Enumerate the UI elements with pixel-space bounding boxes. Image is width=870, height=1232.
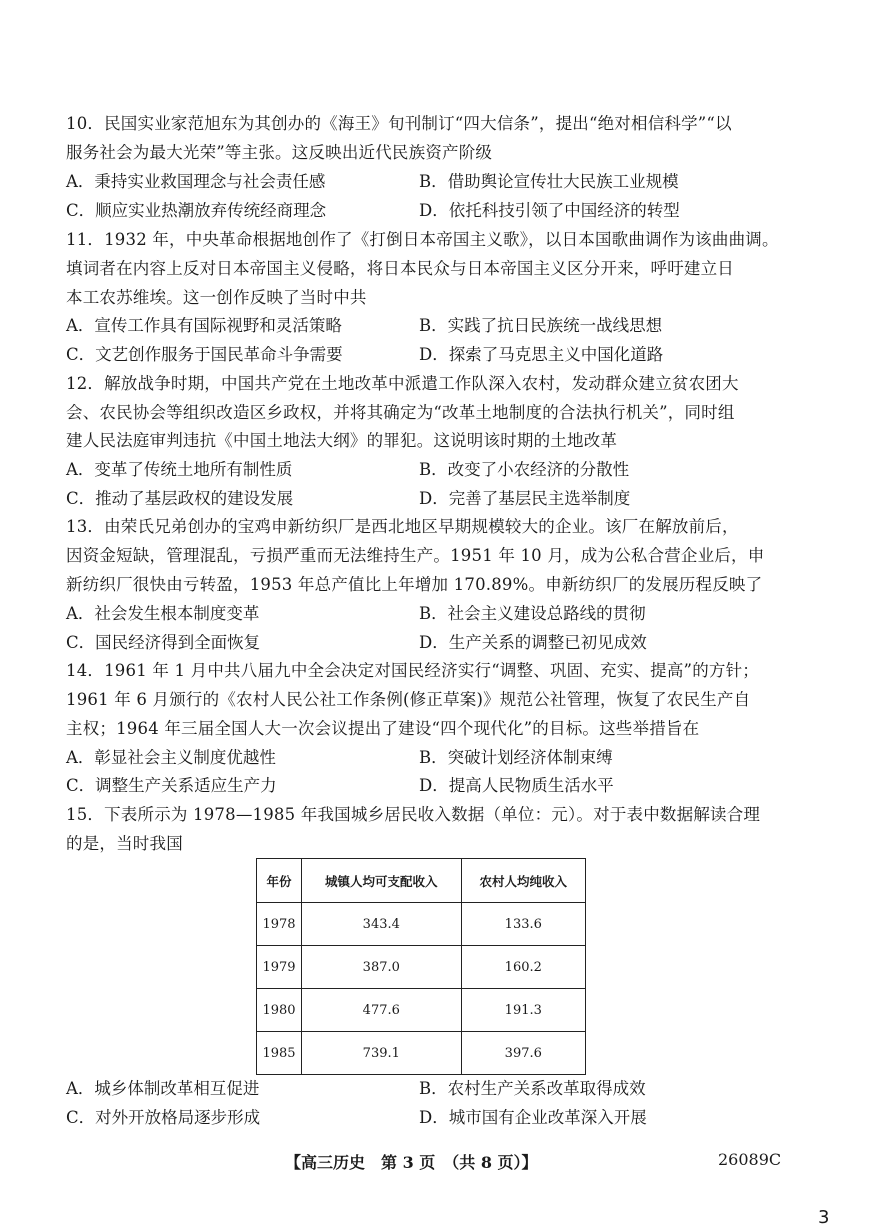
table-cell-rural: 160.2 (461, 946, 585, 989)
table-header-urban: 城镇人均可支配收入 (302, 859, 462, 903)
table-cell-urban: 343.4 (302, 903, 462, 946)
table-header-row (257, 859, 586, 903)
question-13-option-b: B．社会主义建设总路线的贯彻 (419, 604, 646, 623)
question-11-option-d: D．探索了马克思主义中国化道路 (419, 345, 664, 364)
table-cell-urban: 477.6 (302, 989, 462, 1032)
question-11-option-a: A．宣传工作具有国际视野和灵活策略 (66, 316, 342, 335)
table-cell-urban: 387.0 (302, 946, 462, 989)
question-13-line-3: 新纺织厂很快由亏转盈，1953 年总产值比上年增加 170.89%。申新纺织厂的发展历程反映了 (66, 575, 763, 594)
question-10-option-c: C．顺应实业热潮放弃传统经商理念 (66, 201, 327, 220)
question-15-option-d: D．城市国有企业改革深入开展 (419, 1108, 647, 1127)
question-14-option-b: B．突破计划经济体制束缚 (419, 748, 613, 767)
question-12-option-d: D．完善了基层民主选举制度 (419, 489, 631, 508)
page-footer-label: 【高三历史 第 3 页 （共 8 页）】 (285, 1153, 538, 1172)
question-15-line-2: 的是，当时我国 (66, 834, 183, 853)
table-cell-year: 1980 (257, 989, 302, 1032)
question-15-option-a: A．城乡体制改革相互促进 (66, 1079, 260, 1098)
table-header-rural: 农村人均纯收入 (461, 859, 585, 903)
question-12-line-1: 12．解放战争时期，中国共产党在土地改革中派遣工作队深入农村，发动群众建立贫农团大 (66, 374, 739, 393)
question-11-line-3: 本工农苏维埃。这一创作反映了当时中共 (66, 288, 367, 307)
question-14-option-a: A．彰显社会主义制度优越性 (66, 748, 276, 767)
question-12-line-3: 建人民法庭审判违抗《中国土地法大纲》的罪犯。这说明该时期的土地改革 (66, 431, 618, 450)
question-10-option-b: B．借助舆论宣传壮大民族工业规模 (419, 172, 679, 191)
question-14-option-c: C．调整生产关系适应生产力 (66, 776, 277, 795)
question-15-line-1: 15．下表所示为 1978—1985 年我国城乡居民收入数据（单位：元）。对于表中数据解读合理 (66, 805, 761, 824)
question-11-line-1: 11．1932 年，中央革命根据地创作了《打倒日本帝国主义歌》，以日本国歌曲调作为该曲曲调。 (66, 230, 779, 249)
question-11-option-b: B．实践了抗日民族统一战线思想 (419, 316, 663, 335)
question-12-line-2: 会、农民协会等组织改造区乡政权，并将其确定为“改革土地制度的合法执行机关”，同时组 (66, 403, 735, 422)
question-10-option-d: D．依托科技引领了中国经济的转型 (419, 201, 680, 220)
question-14-line-1: 14．1961 年 1 月中共八届九中全会决定对国民经济实行“调整、巩固、充实、提高”的方针； (66, 661, 759, 680)
table-header-year: 年份 (257, 859, 302, 903)
question-11-option-c: C．文艺创作服务于国民革命斗争需要 (66, 345, 343, 364)
question-15-option-b: B．农村生产关系改革取得成效 (419, 1079, 646, 1098)
table-row (257, 989, 586, 1032)
question-11-line-2: 填词者在内容上反对日本帝国主义侵略，将日本民众与日本帝国主义区分开来，呼吁建立日 (66, 259, 734, 278)
table-row (257, 1032, 586, 1075)
page-number: 3 (818, 1207, 830, 1228)
question-14-line-2: 1961 年 6 月颁行的《农村人民公社工作条例(修正草案)》规范公社管理，恢复了农民生产自 (66, 690, 751, 709)
question-13-line-2: 因资金短缺，管理混乱，亏损严重而无法维持生产。1951 年 10 月，成为公私合营企业后，申 (66, 546, 765, 565)
question-13-line-1: 13．由荣氏兄弟创办的宝鸡申新纺织厂是西北地区早期规模较大的企业。该厂在解放前后， (66, 517, 739, 536)
table-cell-urban: 739.1 (302, 1032, 462, 1075)
question-12-option-a: A．变革了传统土地所有制性质 (66, 460, 293, 479)
question-13-option-a: A．社会发生根本制度变革 (66, 604, 260, 623)
question-14-option-d: D．提高人民物质生活水平 (419, 776, 614, 795)
question-13-option-d: D．生产关系的调整已初见成效 (419, 633, 647, 652)
question-10-line-1: 10．民国实业家范旭东为其创办的《海王》旬刊制订“四大信条”，提出“绝对相信科学”“以 (66, 114, 732, 133)
table-cell-year: 1978 (257, 903, 302, 946)
question-15-option-c: C．对外开放格局逐步形成 (66, 1108, 261, 1127)
question-10-line-2: 服务社会为最大光荣”等主张。这反映出近代民族资产阶级 (66, 143, 493, 162)
table-cell-year: 1979 (257, 946, 302, 989)
table-row (257, 946, 586, 989)
question-12-option-b: B．改变了小农经济的分散性 (419, 460, 630, 479)
question-12-option-c: C．推动了基层政权的建设发展 (66, 489, 294, 508)
question-10-option-a: A．秉持实业救国理念与社会责任感 (66, 172, 326, 191)
table-cell-rural: 397.6 (461, 1032, 585, 1075)
income-table (256, 858, 586, 1075)
table-cell-year: 1985 (257, 1032, 302, 1075)
exam-code: 26089C (718, 1150, 782, 1169)
table-cell-rural: 191.3 (461, 989, 585, 1032)
question-14-line-3: 主权；1964 年三届全国人大一次会议提出了建设“四个现代化”的目标。这些举措旨在 (66, 719, 700, 738)
table-row (257, 903, 586, 946)
question-13-option-c: C．国民经济得到全面恢复 (66, 633, 261, 652)
table-cell-rural: 133.6 (461, 903, 585, 946)
